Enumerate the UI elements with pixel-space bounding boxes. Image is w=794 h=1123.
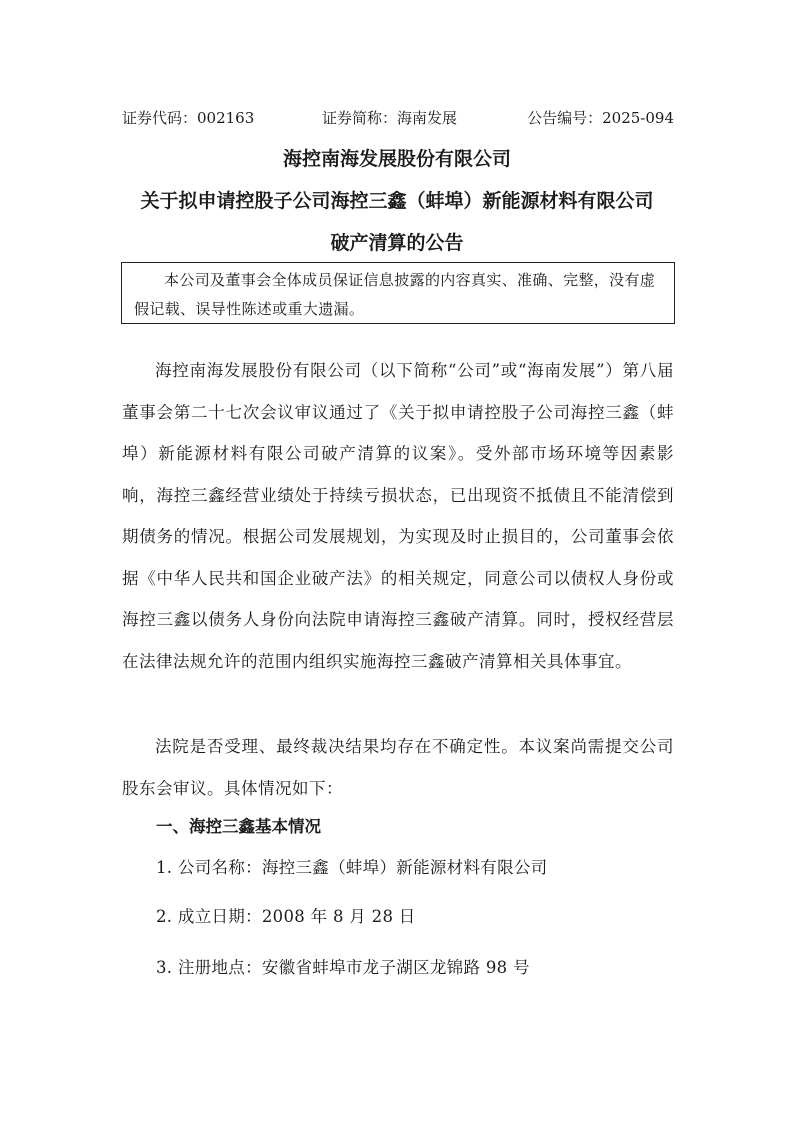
announcement-title: 关于拟申请控股子公司海控三鑫（蚌埠）新能源材料有限公司: [140, 190, 654, 212]
announcement-number: 公告编号：2025-094: [527, 109, 674, 127]
announcement-header: [122, 107, 674, 129]
stock-code: 证券代码：002163: [122, 109, 255, 127]
section-heading-1: 一、海控三鑫基本情况: [156, 817, 321, 836]
body-paragraph-2: 法院是否受理、最终裁决结果均存在不确定性。本议案尚需提交公司股东会审议。具体情况如下：: [122, 737, 674, 798]
body-paragraph-1: 海控南海发展股份有限公司（以下简称“公司”或“海南发展”）第八届董事会第二十七次会议审议通过了《关于拟申请控股子公司海控三鑫（蚌埠）新能源材料有限公司破产清算的议案》。受外部市场环境等因素影响，海控三鑫经营业绩处于持续亏损状态，已出现资不抵债且不能清偿到期债务的情况。根据公司发展规划，为实现及时止损目的，公司董事会依据《中华人民共和国企业破产法》的相关规定，同意公司以债权人身份或海控三鑫以债务人身份向法院申请海控三鑫破产清算。同时，授权经营层在法律法规允许的范围内组织实施海控三鑫破产清算相关具体事宜。: [122, 361, 674, 671]
registered-address-item: 3. 注册地点：安徽省蚌埠市龙子湖区龙锦路 98 号: [156, 958, 530, 977]
announcement-title-line2: 破产清算的公告: [330, 232, 464, 254]
company-name-title: 海控南海发展股份有限公司: [282, 148, 511, 170]
disclaimer-line1: 本公司及董事会全体成员保证信息披露的内容真实、准确、完整，没有虚: [164, 271, 656, 289]
stock-short-name: 证券简称：海南发展: [322, 109, 458, 127]
disclaimer-box: [121, 262, 675, 324]
company-name-item: 1. 公司名称：海控三鑫（蚌埠）新能源材料有限公司: [156, 858, 548, 877]
establish-date-item: 2. 成立日期：2008 年 8 月 28 日: [156, 907, 416, 926]
disclaimer-line2: 假记载、误导性陈述或重大遗漏。: [134, 300, 365, 318]
